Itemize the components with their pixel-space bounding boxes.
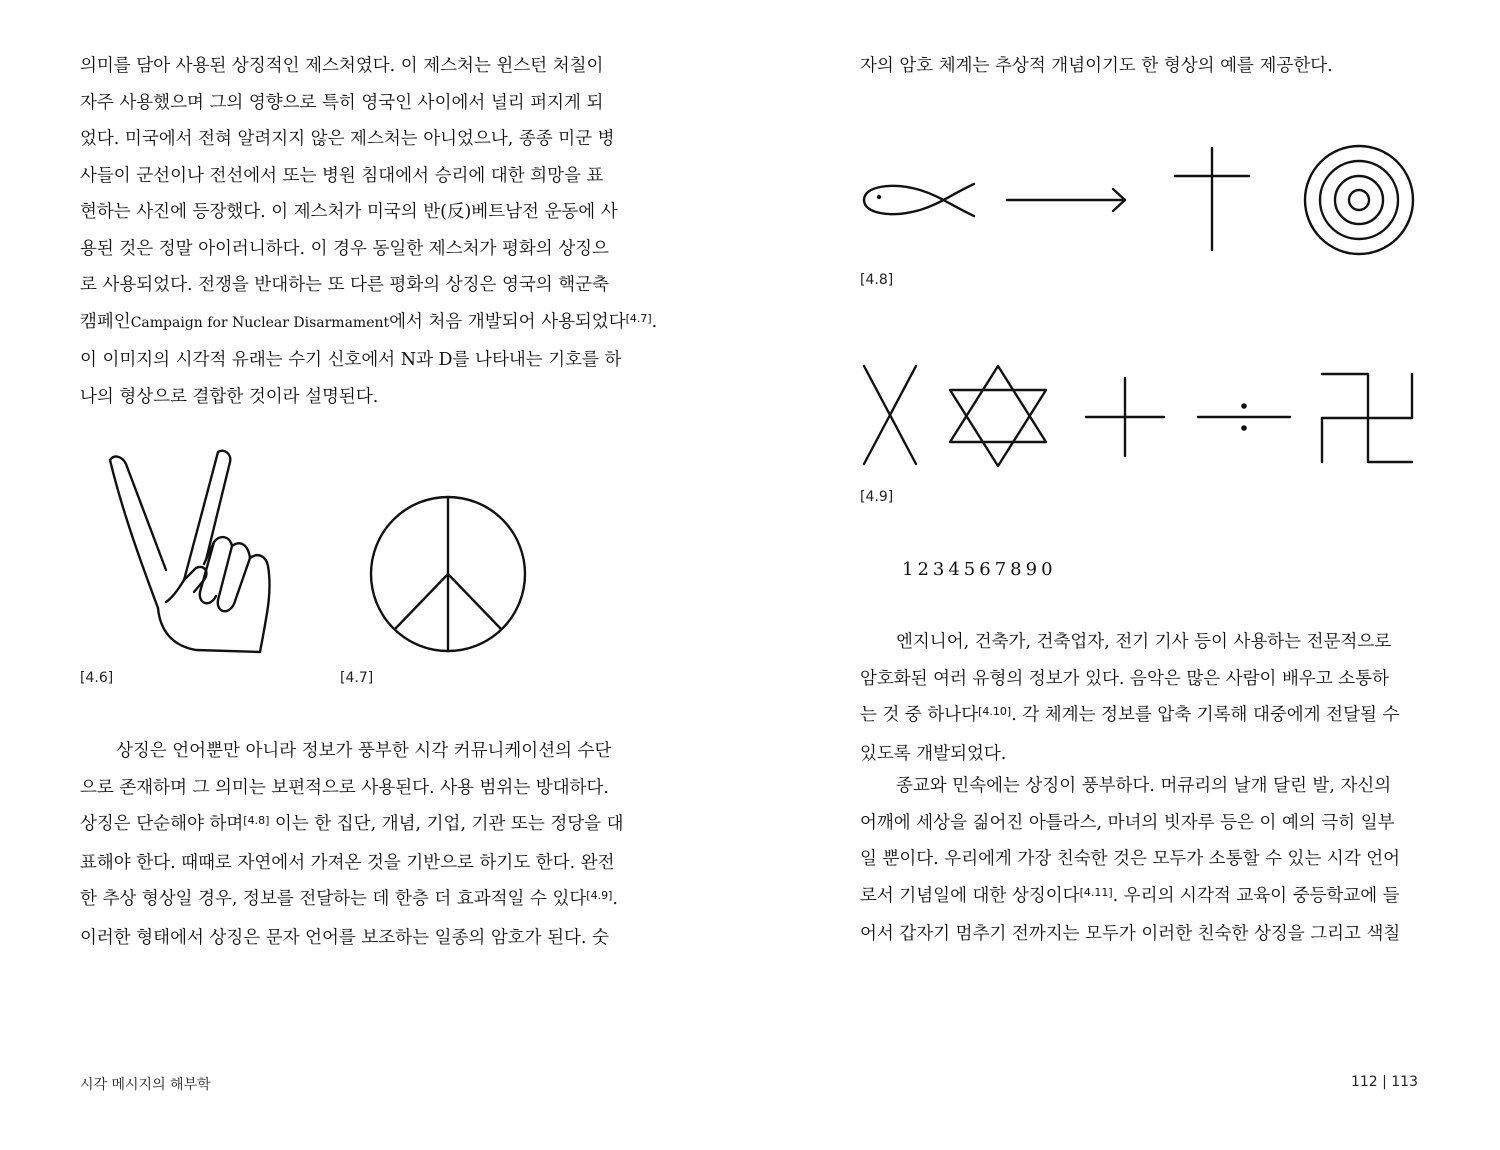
figure-reference[interactable]: [4.7]	[625, 311, 652, 325]
text: 이는 한 집단, 개념, 기업, 기관 또는 정당을 대	[269, 814, 624, 834]
paragraph-top	[860, 48, 1420, 85]
figure-reference[interactable]: [4.9]	[586, 889, 613, 902]
text-line	[860, 697, 1420, 736]
text: 로서 기념일에 대한 상징이다	[860, 885, 1080, 906]
text-line: 암호화된 여러 유형의 정보가 있다. 음악은 많은 사람이 배우고 소통하	[860, 668, 1389, 689]
numerals-example: 1234567890	[902, 559, 1057, 580]
x-cross-icon	[862, 364, 918, 466]
latin-term: Campaign for Nuclear Disarmament	[130, 314, 390, 331]
text-line: 이 이미지의 시각적 유래는 수기 신호에서 N과 D를 나타내는 기호를 하	[80, 350, 622, 370]
text-line	[80, 881, 642, 920]
text: . 각 체계는 정보를 압축 기록해 대중에게 전달될 수	[1011, 705, 1400, 725]
cross-icon	[1173, 146, 1251, 252]
text: 는 것 중 하나다	[860, 705, 979, 725]
text-line: 용된 것은 정말 아이러니하다. 이 경우 동일한 제스처가 평화의 상징으	[80, 238, 609, 259]
concentric-circles-icon	[1303, 144, 1415, 256]
peace-sign-icon	[368, 496, 528, 656]
text-line	[860, 878, 1420, 917]
right-page	[750, 0, 1500, 1150]
text-line: 어서 갑자기 멈추기 전까지는 모두가 이러한 친숙한 상징을 그리고 색칠	[860, 924, 1401, 944]
figure-reference[interactable]: [4.8]	[243, 814, 270, 827]
figure-reference[interactable]: [4.10]	[978, 705, 1012, 718]
text: 캠페인	[80, 311, 131, 332]
figure-reference[interactable]: [4.11]	[1079, 885, 1113, 899]
paragraph-3	[860, 624, 1420, 772]
figure-caption: [4.9]	[860, 489, 894, 505]
text-line: 상징은 언어뿐만 아니라 정보가 풍부한 시각 커뮤니케이션의 수단	[116, 741, 612, 761]
swastika-icon	[1320, 372, 1414, 464]
text-line: 었다. 미국에서 전혀 알려지지 않은 제스처는 아니었으나, 종종 미군 병	[80, 129, 615, 149]
running-footer-title: 시각 메시지의 해부학	[80, 1077, 211, 1093]
text: 상징은 단순해야 하며	[80, 814, 244, 834]
figure-caption: [4.7]	[340, 670, 374, 686]
text: . 우리의 시각적 교육이 중등학교에 들	[1112, 885, 1400, 906]
text-line	[80, 304, 658, 343]
text: .	[651, 311, 658, 332]
text-line: 의미를 담아 사용된 상징적인 제스처였다. 이 제스처는 윈스턴 처칠이	[80, 56, 604, 76]
plus-icon	[1084, 376, 1166, 458]
text-line: 으로 존재하며 그 의미는 보편적으로 사용된다. 사용 범위는 방대하다.	[80, 777, 609, 798]
arrow-icon	[1005, 186, 1130, 216]
paragraph-2	[80, 733, 642, 956]
text-line: 나의 형상으로 결합한 것이라 설명된다.	[80, 386, 379, 407]
text-line: 엔지니어, 건축가, 건축업자, 전기 기사 등이 사용하는 전문적으로	[896, 632, 1392, 652]
fish-icon	[862, 180, 977, 220]
text-line: 어깨에 세상을 짊어진 아틀라스, 마녀의 빗자루 등은 이 예의 극히 일부	[860, 812, 1395, 833]
victory-hand-icon	[100, 440, 290, 660]
text-line: 표해야 한다. 때때로 자연에서 가져온 것을 기반으로 하기도 한다. 완전	[80, 852, 615, 873]
figure-caption: [4.6]	[80, 670, 114, 686]
text: .	[612, 889, 618, 909]
text-line: 이러한 형태에서 상징은 문자 언어를 보조하는 일종의 암호가 된다. 숫	[80, 927, 609, 948]
text-line: 있도록 개발되었다.	[860, 743, 1007, 764]
figure-caption: [4.8]	[860, 272, 894, 288]
text-line: 종교와 민속에는 상징이 풍부하다. 머큐리의 날개 달린 발, 자신의	[896, 776, 1392, 796]
page-numbers: 112 | 113	[1350, 1074, 1418, 1090]
division-sign-icon	[1196, 400, 1292, 434]
text: 한 추상 형상일 경우, 정보를 전달하는 데 한층 더 효과적일 수 있다	[80, 889, 587, 909]
star-of-david-icon	[946, 364, 1050, 468]
text-line: 일 뿐이다. 우리에게 가장 친숙한 것은 모두가 소통할 수 있는 시각 언어	[860, 849, 1401, 869]
paragraph-4	[860, 768, 1420, 953]
text-line	[80, 806, 642, 845]
text-line: 자주 사용했으며 그의 영향으로 특히 영국인 사이에서 널리 퍼지게 되	[80, 92, 604, 113]
text-line: 로 사용되었다. 전쟁을 반대하는 또 다른 평화의 상징은 영국의 핵군축	[80, 275, 609, 295]
paragraph-1	[80, 48, 658, 415]
text: 에서 처음 개발되어 사용되었다	[389, 311, 626, 332]
text-line: 자의 암호 체계는 추상적 개념이기도 한 형상의 예를 제공한다.	[860, 56, 1333, 76]
text-line: 사들이 군선이나 전선에서 또는 병원 침대에서 승리에 대한 희망을 표	[80, 165, 604, 186]
text-line: 현하는 사진에 등장했다. 이 제스처가 미국의 반(反)베트남전 운동에 사	[80, 202, 618, 222]
